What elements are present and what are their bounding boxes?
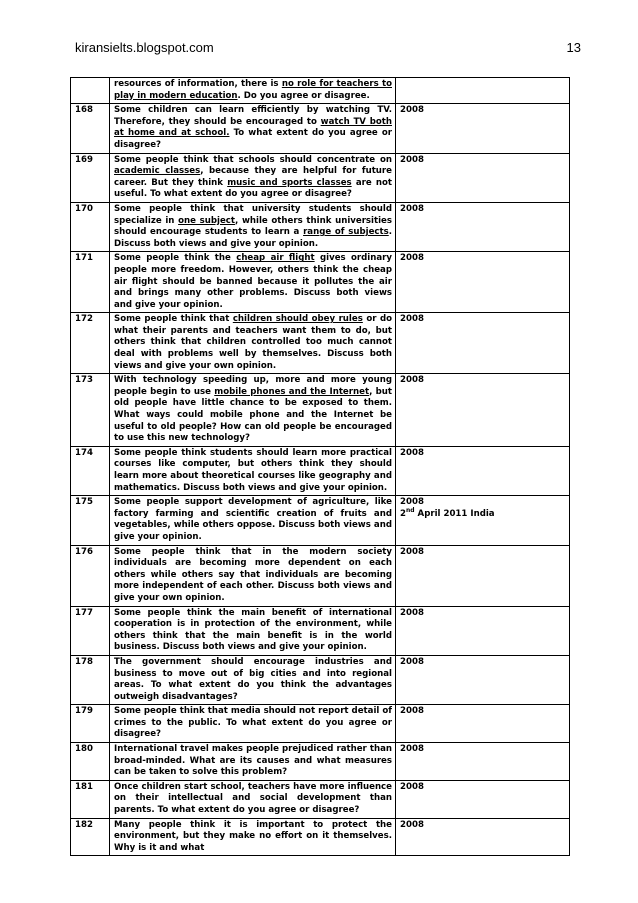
table-row	[71, 705, 570, 743]
topic-year	[396, 202, 570, 251]
topic-number: 178	[71, 655, 110, 704]
question-text: are not useful. To what extent do you agree or disagree?	[114, 177, 392, 200]
question-text: Some children can learn efficiently by watching TV. Therefore, they should be encouraged to	[114, 105, 392, 127]
year-label: 2008	[400, 375, 424, 386]
table-row	[71, 78, 570, 104]
topic-question	[110, 655, 396, 704]
topic-number: 169	[71, 153, 110, 202]
topic-year	[396, 446, 570, 495]
question-text: Once children start school, teachers have more influence on their intellectual and social development than parents. To what extent do you agree or disagree?	[114, 781, 392, 816]
table-row	[71, 104, 570, 153]
page-number: 13	[566, 40, 581, 55]
year-label: 2008	[400, 706, 424, 717]
topic-year	[396, 606, 570, 655]
table-body	[71, 78, 570, 856]
question-text: gives ordinary people more freedom. However, others think the cheap air flight should be banned because it pollutes the air and brings many other problems. Discuss both views and give your opinion.	[114, 253, 392, 310]
table-row	[71, 545, 570, 606]
year-label: 2008	[400, 744, 424, 755]
topic-question	[110, 374, 396, 447]
table-row	[71, 153, 570, 202]
topic-year	[396, 78, 570, 104]
table-row	[71, 313, 570, 374]
topic-number: 175	[71, 496, 110, 545]
year-label: 2008	[400, 546, 424, 557]
table-row	[71, 252, 570, 313]
question-text: , while others think universities should encourage students to learn a	[114, 215, 392, 238]
question-text: Some people think that in the modern society individuals are becoming more dependent on each others while others say that individuals are becoming more independent of each other. Discuss both views and give your own opinion.	[114, 546, 392, 603]
topic-question	[110, 446, 396, 495]
topic-number: 180	[71, 743, 110, 781]
question-text: International travel makes people prejudiced rather than broad-minded. What are its causes and what measures can be taken to solve this problem?	[114, 744, 392, 778]
table-row	[71, 818, 570, 856]
year-label: 2008	[400, 781, 424, 792]
question-keyword: no role for teachers to play in modern education	[114, 79, 392, 101]
topic-number: 181	[71, 780, 110, 818]
topic-question	[110, 606, 396, 655]
topic-number: 182	[71, 818, 110, 856]
table-row	[71, 202, 570, 251]
question-text: Some people think that schools should concentrate on	[114, 154, 392, 165]
topic-year	[396, 743, 570, 781]
exam-date-label: 2nd April 2011 India	[400, 506, 495, 519]
topic-number: 171	[71, 252, 110, 313]
topic-year	[396, 153, 570, 202]
topic-year	[396, 705, 570, 743]
topic-question	[110, 202, 396, 251]
topic-question	[110, 496, 396, 545]
topic-number: 174	[71, 446, 110, 495]
question-text: Some people think that media should not report detail of crimes to the public. To what extent do you agree or disagree?	[114, 706, 392, 740]
topic-question	[110, 545, 396, 606]
question-keyword: range of subjects	[303, 227, 389, 238]
year-label: 2008	[400, 253, 424, 264]
year-label: 2008	[400, 656, 424, 667]
topic-year	[396, 252, 570, 313]
essay-topics-table	[70, 77, 570, 856]
question-text: To what extent do you agree or disagree?	[114, 128, 392, 150]
question-text: Some people think the	[114, 253, 237, 264]
question-keyword: watch TV both at home and at school.	[114, 116, 392, 139]
question-text: Some people think students should learn more practical courses like computer, but others think they should learn more about theoretical courses like geography and mathematics. Discuss both views and give your opinion.	[114, 447, 392, 493]
table-row	[71, 743, 570, 781]
topic-year	[396, 374, 570, 447]
topic-number: 170	[71, 202, 110, 251]
topic-year	[396, 104, 570, 153]
question-text: Some people support development of agriculture, like factory farming and scientific creation of fruits and vegetables, while others oppose. Discuss both views and give your opinion.	[114, 497, 392, 542]
year-label: 2008	[400, 105, 424, 116]
topic-number: 173	[71, 374, 110, 447]
topic-year	[396, 818, 570, 856]
topic-year	[396, 780, 570, 818]
question-text: . Discuss both views and give your opinion.	[114, 227, 392, 249]
question-text: With technology speeding up, more and more young people begin to use	[114, 375, 392, 397]
topic-question	[110, 313, 396, 374]
question-keyword: music and sports classes	[227, 177, 352, 188]
question-keyword: one subject	[178, 215, 235, 226]
question-text: The government should encourage industries and business to move out of big cities and into regional areas. To what extent do you think the advantages outweigh disadvantages?	[114, 656, 392, 702]
site-name: kiransielts.blogspot.com	[75, 40, 214, 55]
topic-question	[110, 252, 396, 313]
topic-question	[110, 153, 396, 202]
topic-number: 179	[71, 705, 110, 743]
topic-question	[110, 743, 396, 781]
question-text: or do what their parents and teachers want them to do, but others think that children controlled too much cannot deal with problems well by themselves. Discuss both views and give your own opinion.	[114, 314, 393, 371]
page-header	[75, 40, 581, 55]
topic-number: 177	[71, 606, 110, 655]
question-text: . Do you agree or disagree.	[237, 90, 370, 101]
topic-number: 172	[71, 313, 110, 374]
question-text: Many people think it is important to protect the environment, but they make no effort on it themselves. Why is it and what	[114, 819, 392, 853]
table-row	[71, 606, 570, 655]
table-row	[71, 655, 570, 704]
topic-question	[110, 705, 396, 743]
topic-year	[396, 313, 570, 374]
year-label: 2008	[400, 607, 424, 618]
year-label: 2008	[400, 154, 424, 165]
question-keyword: cheap air flight	[236, 253, 315, 264]
question-text: resources of information, there is	[114, 79, 282, 89]
table-row	[71, 374, 570, 447]
year-label: 2008	[400, 447, 424, 458]
year-label: 2008	[400, 497, 424, 508]
year-label: 2008	[400, 819, 424, 830]
year-label: 2008	[400, 203, 424, 214]
question-text: Some people think that	[114, 314, 233, 325]
question-keyword: academic classes	[114, 166, 201, 177]
topic-question	[110, 78, 396, 104]
topic-question	[110, 780, 396, 818]
topic-question	[110, 104, 396, 153]
topic-question	[110, 818, 396, 856]
question-text: , but old people have little chance to be exposed to them. What ways could mobile phone and the Internet be useful to old people? How can old people be encouraged to use this new technology?	[114, 386, 392, 444]
question-keyword: children should obey rules	[232, 314, 363, 325]
topic-year	[396, 496, 570, 545]
table-row	[71, 496, 570, 545]
topic-year	[396, 545, 570, 606]
question-text: Some people think that university students should specialize in	[114, 203, 392, 226]
table-row	[71, 780, 570, 818]
topic-number: 168	[71, 104, 110, 153]
question-text: Some people think the main benefit of international cooperation is in protection of the environment, while others think that the main benefit is in the world business. Discuss both views and give your opinion.	[114, 607, 392, 653]
topic-number	[71, 78, 110, 104]
year-label: 2008	[400, 314, 424, 325]
table-row	[71, 446, 570, 495]
question-text: , because they are helpful for future career. But they think	[114, 166, 392, 188]
topic-number: 176	[71, 545, 110, 606]
topic-year	[396, 655, 570, 704]
question-keyword: mobile phones and the Internet	[214, 386, 370, 397]
